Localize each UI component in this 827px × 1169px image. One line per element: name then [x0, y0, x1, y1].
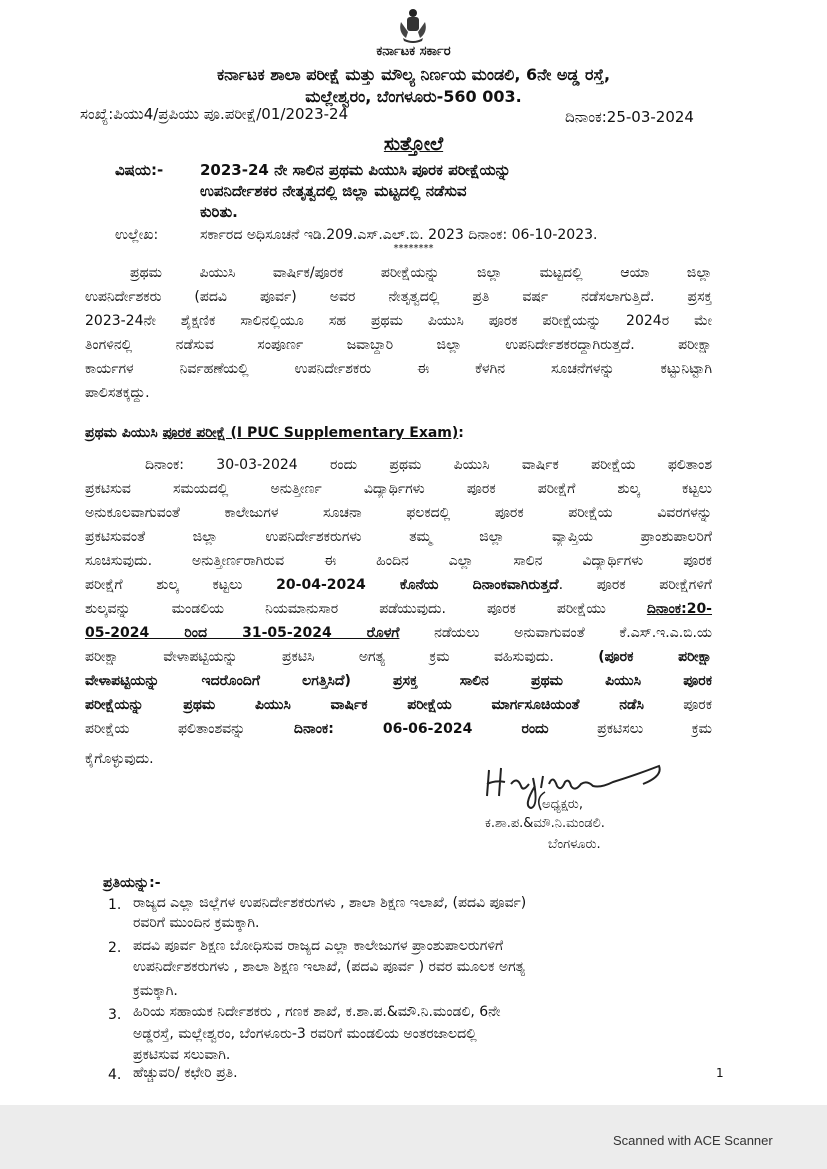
separator: ********: [393, 243, 434, 254]
subject-label: ವಿಷಯ:-: [115, 161, 164, 179]
copy-item-line: ಹೆಚ್ಚುವರಿ/ ಕಛೇರಿ ಪ್ರತಿ.: [133, 1065, 238, 1081]
copy-item-number: 4.: [108, 1067, 122, 1083]
exam-date-emphasis: ದಿನಾಂಕ:20-: [646, 601, 712, 617]
copy-item-line: ರಾಜ್ಯದ ಎಲ್ಲಾ ಜಿಲ್ಲೆಗಳ ಉಪನಿರ್ದೇಶಕರುಗಳು , ಶಾಲಾ ಶಿಕ್ಷಣ ಇಲಾಖೆ, (ಪದವಿ ಪೂರ್ವ): [133, 895, 527, 911]
paragraph-line: [85, 624, 712, 642]
text-run: ಪ್ರಕಟಿಸಲು ಕ್ರಮ: [548, 721, 712, 737]
reference-text: ಸರ್ಕಾರದ ಅಧಿಸೂಚನೆ ಇಡಿ.209.ಎಸ್.ಎಲ್.ಬಿ. 2023 ದಿನಾಂಕ: 06-10-2023.: [200, 227, 598, 243]
scanner-footer: [0, 1105, 827, 1169]
paragraph-line: 2023-24ನೇ ಶೈಕ್ಷಣಿಕ ಸಾಲಿನಲ್ಲಿಯೂ ಸಹ ಪ್ರಥಮ ಪಿಯುಸಿ ಪೂರಕ ಪರೀಕ್ಷೆಯನ್ನು 2024ರ ಮೇ: [85, 313, 712, 329]
board-address: ಮಲ್ಲೇಶ್ವರಂ, ಬೆಂಗಳೂರು-560 003.: [305, 87, 522, 106]
section-heading-prefix: ಪ್ರಥಮ ಪಿಯುಸಿ: [85, 425, 163, 441]
paragraph-line: ಪಾಲಿಸತಕ್ಕದ್ದು.: [85, 385, 150, 401]
text-run: ಪರೀಕ್ಷಾ ವೇಳಾಪಟ್ಟಿಯನ್ನು ಪ್ರಕಟಿಸಿ ಅಗತ್ಯ ಕ್ರಮ ವಹಿಸುವುದು.: [85, 649, 599, 665]
section-heading-suffix: :: [458, 425, 464, 441]
copy-item-line: ಪದವಿ ಪೂರ್ವ ಶಿಕ್ಷಣ ಬೋಧಿಸುವ ರಾಜ್ಯದ ಎಲ್ಲಾ ಕಾಲೇಜುಗಳ ಪ್ರಾಂಶುಪಾಲರುಗಳಿಗೆ: [133, 938, 504, 954]
paragraph-line: ಪ್ರಥಮ ಪಿಯುಸಿ ವಾರ್ಷಿಕ/ಪೂರಕ ಪರೀಕ್ಷೆಯನ್ನು ಜಿಲ್ಲಾ ಮಟ್ಟದಲ್ಲಿ ಆಯಾ ಜಿಲ್ಲಾ: [130, 265, 712, 281]
text-run: ಶುಲ್ಕವನ್ನು ಮಂಡಲಿಯ ನಿಯಮಾನುಸಾರ ಪಡೆಯುವುದು. ಪೂರಕ ಪರೀಕ್ಷೆಯು: [85, 601, 647, 617]
paragraph-line: [85, 600, 712, 618]
board-name: ಕರ್ನಾಟಕ ಶಾಲಾ ಪರೀಕ್ಷೆ ಮತ್ತು ಮೌಲ್ಯ ನಿರ್ಣಯ ಮಂಡಲಿ, 6ನೇ ಅಡ್ಡ ರಸ್ತೆ,: [216, 65, 611, 84]
paragraph-line: ಸೂಚಿಸುವುದು. ಅನುತ್ತೀರ್ಣರಾಗಿರುವ ಈ ಹಿಂದಿನ ಎಲ್ಲಾ ಸಾಲಿನ ವಿದ್ಯಾರ್ಥಿಗಳು ಪೂರಕ: [85, 553, 712, 569]
page-title: ಸುತ್ತೋಲೆ: [383, 133, 444, 155]
paragraph-line: ಪ್ರಕಟಿಸುವಂತೆ ಜಿಲ್ಲಾ ಉಪನಿರ್ದೇಶಕರುಗಳು ತಮ್ಮ ಜಿಲ್ಲಾ ವ್ಯಾಪ್ತಿಯ ಪ್ರಾಂಶುಪಾಲರಿಗೆ: [85, 529, 712, 545]
paragraph-line: [85, 720, 712, 738]
signatory-city: ಬೆಂಗಳೂರು.: [548, 837, 601, 852]
section-heading-underlined: ಪೂರಕ ಪರೀಕ್ಷೆ (I PUC Supplementary Exam): [162, 425, 459, 441]
copy-item-line: ಪ್ರಕಟಿಸುವ ಸಲುವಾಗಿ.: [133, 1047, 231, 1063]
copy-item-line: ಕ್ರಮಕ್ಕಾಗಿ.: [133, 983, 178, 999]
paragraph-line: ಕೈಗೊಳ್ಳುವುದು.: [85, 751, 154, 767]
copy-item-line: ರವರಿಗೆ ಮುಂದಿನ ಕ್ರಮಕ್ಕಾಗಿ.: [133, 915, 260, 931]
text-run: ನಡೆಯಲು ಅನುವಾಗುವಂತೆ ಕೆ.ಎಸ್.ಇ.ಎ.ಬಿ.ಯ: [399, 625, 712, 641]
paragraph-line: ವೇಳಾಪಟ್ಟಿಯನ್ನು ಇದರೊಂದಿಗೆ ಲಗತ್ತಿಸಿದೆ) ಪ್ರಸಕ್ತ ಸಾಲಿನ ಪ್ರಥಮ ಪಿಯುಸಿ ಪೂರಕ: [85, 673, 712, 689]
copy-item-line: ಉಪನಿರ್ದೇಶಕರುಗಳು , ಶಾಲಾ ಶಿಕ್ಷಣ ಇಲಾಖೆ, (ಪದವಿ ಪೂರ್ವ ) ರವರ ಮೂಲಕ ಅಗತ್ಯ: [133, 959, 526, 975]
text-run: ಪೂರಕ: [643, 697, 712, 713]
text-run-bold: ಪರೀಕ್ಷೆಯನ್ನು ಪ್ರಥಮ ಪಿಯುಸಿ ವಾರ್ಷಿಕ ಪರೀಕ್ಷೆಯ ಮಾರ್ಗಸೂಚಿಯಂತೆ ನಡೆಸಿ: [85, 697, 644, 713]
subject-line: ಕುರಿತು.: [200, 203, 238, 221]
scanner-watermark: Scanned with ACE Scanner: [613, 1133, 773, 1148]
paragraph-line: ಅನುಕೂಲವಾಗುವಂತೆ ಕಾಲೇಜುಗಳ ಸೂಚನಾ ಫಲಕದಲ್ಲಿ ಪೂರಕ ಪರೀಕ್ಷೆಯ ವಿವರಗಳನ್ನು: [85, 505, 712, 521]
result-date-emphasis: ದಿನಾಂಕ: 06-06-2024 ರಂದು: [293, 721, 549, 737]
signatory-office: ಕ.ಶಾ.ಪ.&ಮೌ.ನಿ.ಮಂಡಲಿ.: [485, 816, 605, 831]
copy-item-number: 3.: [108, 1007, 122, 1023]
paragraph-line: [85, 576, 712, 594]
last-date-emphasis: 20-04-2024 ಕೊನೆಯ ದಿನಾಂಕವಾಗಿರುತ್ತದೆ: [276, 577, 559, 593]
copy-item-line: ಅಡ್ಡರಸ್ತೆ, ಮಲ್ಲೇಶ್ವರಂ, ಬೆಂಗಳೂರು-3 ರವರಿಗೆ ಮಂಡಲಿಯ ಅಂತರಜಾಲದಲ್ಲಿ: [133, 1026, 477, 1042]
section-heading: [85, 424, 464, 442]
reference-label: ಉಲ್ಲೇಖ:: [115, 227, 159, 243]
circular-date: ದಿನಾಂಕ:25-03-2024: [565, 108, 694, 126]
government-name: ಕರ್ನಾಟಕ ಸರ್ಕಾರ: [376, 44, 451, 59]
paragraph-line: [85, 696, 712, 714]
text-run-bold: (ಪೂರಕ ಪರೀಕ್ಷಾ: [598, 649, 712, 665]
signatory-designation: ಅಧ್ಯಕ್ಷರು,: [542, 797, 583, 812]
subject-line: ಉಪನಿರ್ದೇಶಕರ ನೇತೃತ್ವದಲ್ಲಿ ಜಿಲ್ಲಾ ಮಟ್ಟದಲ್ಲಿ ನಡೆಸುವ: [200, 182, 467, 200]
paragraph-line: [85, 648, 712, 666]
text-run: ಪರೀಕ್ಷೆಗೆ ಶುಲ್ಕ ಕಟ್ಟಲು: [85, 577, 277, 593]
copies-heading: ಪ್ರತಿಯನ್ನು:-: [103, 875, 161, 891]
copy-item-line: ಹಿರಿಯ ಸಹಾಯಕ ನಿರ್ದೇಶಕರು , ಗಣಕ ಶಾಖೆ, ಕ.ಶಾ.ಪ.&ಮೌ.ನಿ.ಮಂಡಲಿ, 6ನೇ: [133, 1004, 501, 1020]
exam-date-emphasis: 05-2024 ರಿಂದ 31-05-2024 ರೊಳಗೆ: [85, 625, 400, 641]
state-emblem-icon: [398, 8, 428, 44]
copy-item-number: 1.: [108, 897, 122, 913]
paragraph-line: ಉಪನಿರ್ದೇಶಕರು (ಪದವಿ ಪೂರ್ವ) ಅವರ ನೇತೃತ್ವದಲ್ಲಿ ಪ್ರತಿ ವರ್ಷ ನಡೆಸಲಾಗುತ್ತಿದೆ. ಪ್ರಸಕ್ತ: [85, 289, 712, 305]
page-number: 1: [716, 1066, 724, 1080]
paragraph-line: ಕಾರ್ಯಗಳ ನಿರ್ವಹಣೆಯಲ್ಲಿ ಉಪನಿರ್ದೇಶಕರು ಈ ಕೆಳಗಿನ ಸೂಚನೆಗಳನ್ನು ಕಟ್ಟುನಿಟ್ಟಾಗಿ: [85, 361, 712, 377]
subject-line: 2023-24 ನೇ ಸಾಲಿನ ಪ್ರಥಮ ಪಿಯುಸಿ ಪೂರಕ ಪರೀಕ್ಷೆಯನ್ನು: [200, 161, 511, 179]
copy-item-number: 2.: [108, 940, 122, 956]
text-run: . ಪೂರಕ ಪರೀಕ್ಷೆಗಳಿಗೆ: [558, 577, 712, 593]
paragraph-line: ದಿನಾಂಕ: 30-03-2024 ರಂದು ಪ್ರಥಮ ಪಿಯುಸಿ ವಾರ್ಷಿಕ ಪರೀಕ್ಷೆಯ ಫಲಿತಾಂಶ: [145, 457, 712, 473]
paragraph-line: ತಿಂಗಳಿನಲ್ಲಿ ನಡೆಸುವ ಸಂಪೂರ್ಣ ಜವಾಬ್ದಾರಿ ಜಿಲ್ಲಾ ಉಪನಿರ್ದೇಶಕರದ್ದಾಗಿರುತ್ತದೆ. ಪರೀಕ್ಷಾ: [85, 337, 712, 353]
paragraph-line: ಪ್ರಕಟಿಸುವ ಸಮಯದಲ್ಲಿ ಅನುತ್ತೀರ್ಣ ವಿದ್ಯಾರ್ಥಿಗಳು ಪೂರಕ ಪರೀಕ್ಷೆಗೆ ಶುಲ್ಕ ಕಟ್ಟಲು: [85, 481, 712, 497]
text-run: ಪರೀಕ್ಷೆಯ ಫಲಿತಾಂಶವನ್ನು: [85, 721, 294, 737]
reference-number: ಸಂಖ್ಯೆ:ಪಿಯು4/ಪ್ರಪಿಯು ಪೂ.ಪರೀಕ್ಷೆ/01/2023-24: [80, 105, 349, 123]
